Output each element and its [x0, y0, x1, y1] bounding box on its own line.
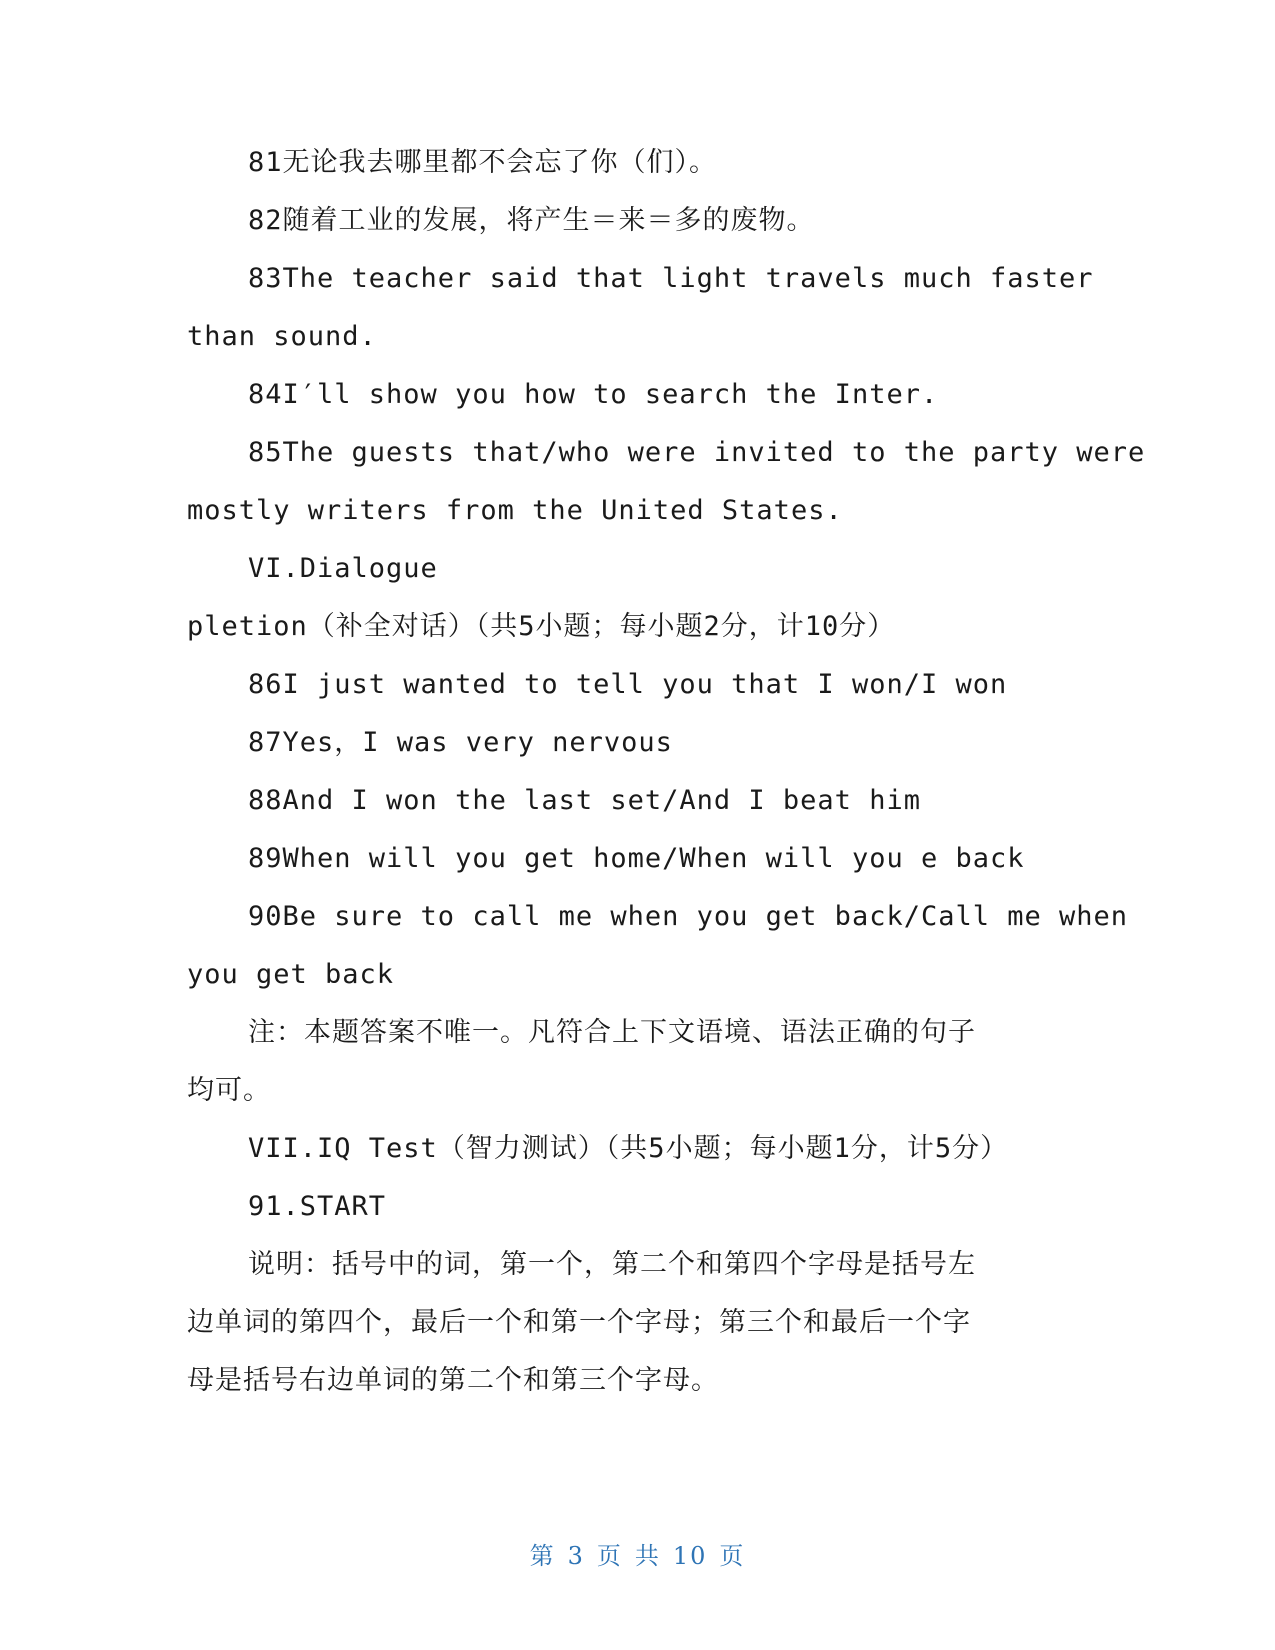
explanation: 说明：括号中的词，第一个，第二个和第四个字母是括号左	[248, 1249, 976, 1280]
explanation-continued-1: 边单词的第四个，最后一个和第一个字母；第三个和最后一个字	[187, 1307, 971, 1338]
answer-91: 91.START	[248, 1191, 387, 1222]
note-continued: 均可。	[187, 1075, 271, 1106]
footer-suffix: 页	[719, 1542, 746, 1570]
answer-84: 84I′ll show you how to search the Inter.	[248, 379, 939, 410]
answer-85: 85The guests that/who were invited to the party were	[248, 437, 1146, 468]
page-footer	[0, 1536, 1275, 1571]
section-vi-heading: VI.Dialogue	[248, 553, 438, 584]
answer-83-continued: than sound.	[187, 321, 377, 352]
answer-90: 90Be sure to call me when you get back/Call me when	[248, 901, 1129, 932]
footer-current-page: 3	[567, 1542, 585, 1570]
answer-89: 89When will you get home/When will you e back	[248, 843, 1025, 874]
footer-prefix: 第	[529, 1542, 556, 1570]
section-vii-heading: VII.IQ Test（智力测试）（共5小题；每小题1分，计5分）	[248, 1133, 1009, 1164]
note: 注：本题答案不唯一。凡符合上下文语境、语法正确的句子	[248, 1017, 976, 1048]
explanation-continued-2: 母是括号右边单词的第二个和第三个字母。	[187, 1365, 719, 1396]
answer-85-continued: mostly writers from the United States.	[187, 495, 843, 526]
answer-87: 87Yes，I was very nervous	[248, 727, 673, 758]
footer-page-label: 页	[596, 1542, 623, 1570]
answer-86: 86I just wanted to tell you that I won/I won	[248, 669, 1008, 700]
answer-81: 81无论我去哪里都不会忘了你（们）。	[248, 147, 718, 178]
answer-90-continued: you get back	[187, 959, 395, 990]
section-vi-heading-continued: pletion（补全对话）（共5小题；每小题2分，计10分）	[187, 611, 896, 642]
answer-88: 88And I won the last set/And I beat him	[248, 785, 921, 816]
answer-83: 83The teacher said that light travels much faster	[248, 263, 1094, 294]
footer-total-pages: 10	[672, 1542, 708, 1570]
footer-total-prefix: 共	[634, 1542, 661, 1570]
answer-82: 82随着工业的发展，将产生＝来＝多的废物。	[248, 205, 815, 236]
